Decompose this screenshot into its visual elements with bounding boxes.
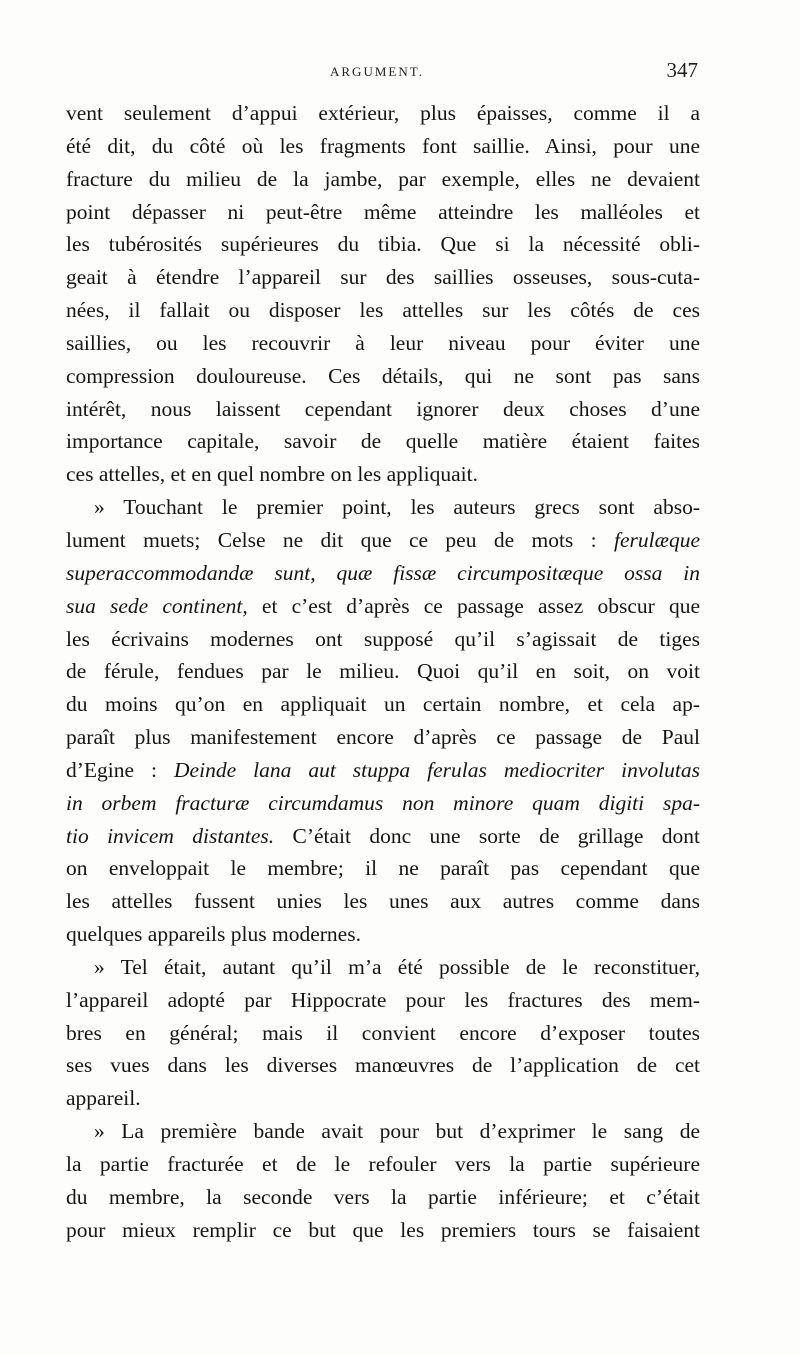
text-line: » Tel était, autant qu’il m’a été possible de le reconstituer,	[94, 954, 700, 979]
text-line: la partie fracturée et de le refouler vers la partie supérieure	[66, 1152, 700, 1176]
text-line: de férule, fendues par le milieu. Quoi qu’il en soit, on voit	[66, 659, 700, 684]
text-line: les attelles fussent unies les unes aux autres comme dans	[66, 889, 700, 914]
latin-quote-line: in orbem fracturæ circumdamus non minore quam digiti spa-	[66, 790, 700, 815]
text-line: bres en général; mais il convient encore d’exposer toutes	[66, 1020, 700, 1045]
latin-quote-line: superaccommodandæ sunt, quæ fissæ circumpositæque ossa in	[66, 560, 700, 585]
text-line: » La première bande avait pour but d’exprimer le sang de	[94, 1119, 700, 1144]
text-line	[66, 524, 700, 557]
text-line: du membre, la seconde vers la partie inférieure; et c’était	[66, 1184, 700, 1209]
text-line: ses vues dans les diverses manœuvres de l’application de cet	[66, 1053, 700, 1078]
text-line	[66, 590, 700, 623]
text-line: l’appareil adopté par Hippocrate pour les fractures des mem-	[66, 987, 700, 1012]
running-title: ARGUMENT.	[330, 64, 424, 79]
latin-quote-run: tio invicem distantes.	[66, 823, 275, 848]
text-line: compression douloureuse. Ces détails, qui ne sont pas sans	[66, 363, 700, 388]
text-line: quelques appareils plus modernes.	[66, 922, 361, 947]
running-head	[66, 58, 698, 86]
latin-quote-run: sua sede continent,	[66, 593, 248, 618]
text-line: appareil.	[66, 1086, 141, 1111]
text-line: nées, il fallait ou disposer les attelles sur les côtés de ces	[66, 298, 700, 323]
text-line: paraît plus manifestement encore d’après ce passage de Paul	[66, 725, 700, 750]
text-line: point dépasser ni peut-être même atteindre les malléoles et	[66, 199, 700, 224]
text-line: » Touchant le premier point, les auteurs grecs sont abso-	[94, 495, 700, 520]
latin-quote-run: ferulæque	[614, 527, 700, 552]
text-line: pour mieux remplir ce but que les premiers tours se faisaient	[66, 1217, 700, 1242]
text-run: C’était donc une sorte de grillage dont	[292, 823, 700, 848]
text-line: les écrivains modernes ont supposé qu’il s’agissait de tiges	[66, 626, 700, 651]
text-line	[66, 820, 700, 853]
latin-quote-run: Deinde lana aut stuppa ferulas mediocriter involutas	[174, 757, 700, 782]
body-text	[66, 97, 700, 1247]
text-line: on enveloppait le membre; il ne paraît pas cependant que	[66, 856, 700, 881]
text-line: ces attelles, et en quel nombre on les appliquait.	[66, 462, 478, 487]
text-line: vent seulement d’appui extérieur, plus épaisses, comme il a	[66, 101, 700, 125]
text-line: été dit, du côté où les fragments font saillie. Ainsi, pour une	[66, 133, 700, 158]
text-line: importance capitale, savoir de quelle matière étaient faites	[66, 429, 700, 454]
text-line: les tubérosités supérieures du tibia. Que si la nécessité obli-	[66, 232, 700, 257]
text-line: fracture du milieu de la jambe, par exemple, elles ne devaient	[66, 166, 700, 191]
text-line	[66, 754, 700, 787]
text-line: du moins qu’on en appliquait un certain nombre, et cela ap-	[66, 692, 700, 717]
text-line: saillies, ou les recouvrir à leur niveau pour éviter une	[66, 330, 700, 355]
text-run: d’Egine :	[66, 757, 158, 782]
page-number: 347	[666, 58, 698, 82]
text-run: et c’est d’après ce passage assez obscur que	[261, 593, 700, 618]
text-line: geait à étendre l’appareil sur des saillies osseuses, sous-cuta-	[66, 265, 700, 290]
text-line: intérêt, nous laissent cependant ignorer deux choses d’une	[66, 396, 700, 421]
text-run: lument muets; Celse ne dit que ce peu de mots :	[66, 527, 597, 552]
